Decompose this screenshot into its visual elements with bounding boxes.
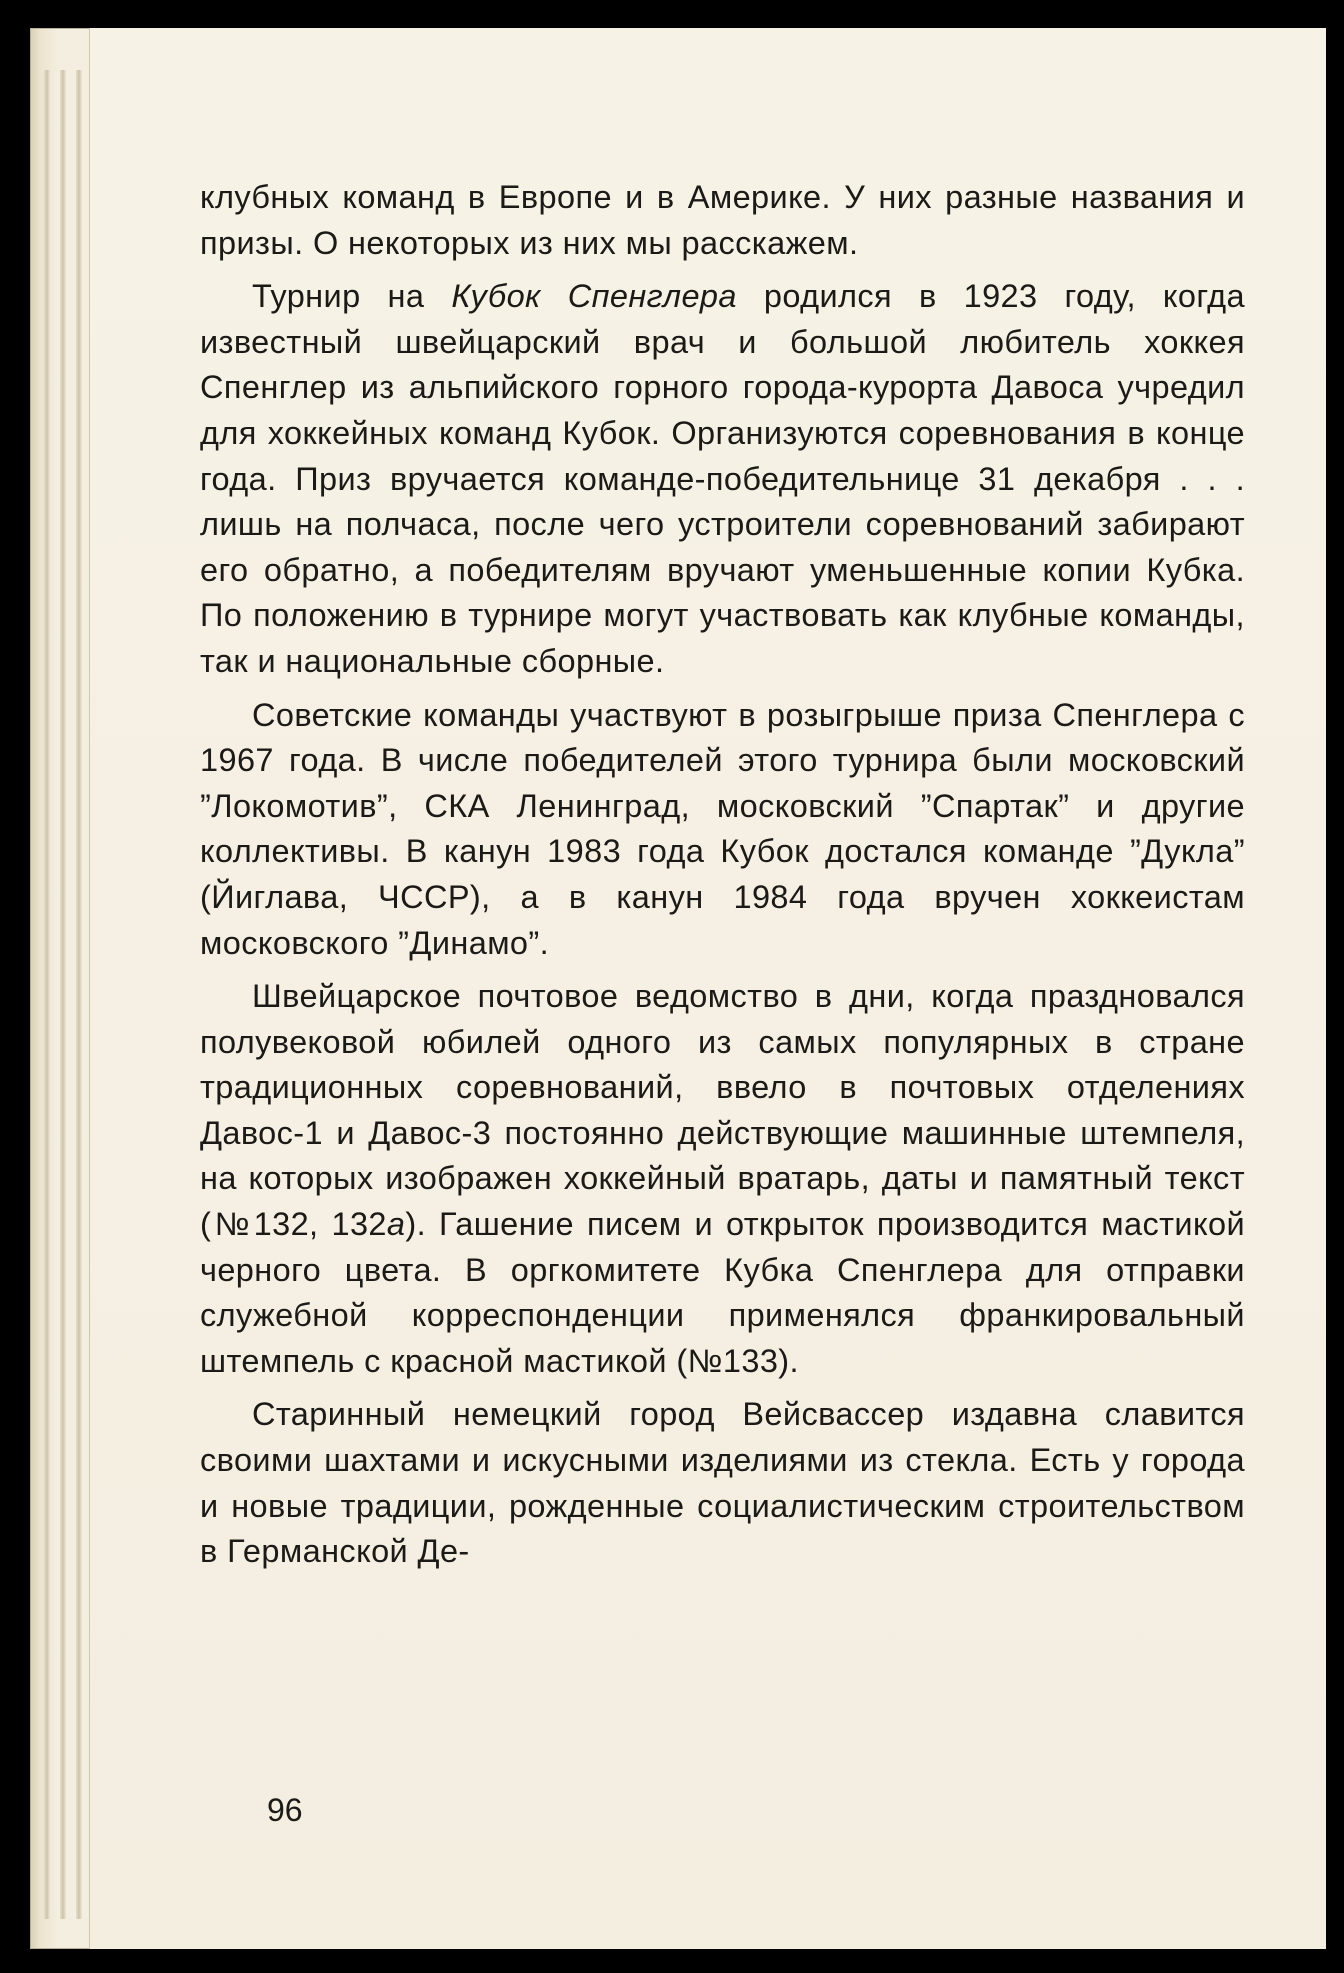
italic-text: а (386, 1206, 406, 1243)
paragraph-p2 (200, 274, 1245, 684)
paragraph-p3 (200, 693, 1245, 967)
text-run: Турнир на (252, 278, 452, 315)
paragraph-p4 (200, 974, 1245, 1384)
italic-text: Кубок Спенглера (451, 278, 737, 315)
text-run: родился в 1923 году, когда известный швейцарский врач и большой любитель хоккея Спенглер из альпийского горного города-курорта Давоса учредил для хоккейных команд Кубок. Организуются соревнования в конце года. Приз вручается команде-победительнице 31 декабря . . . лишь на полчаса, после чего устроители соревнований забирают его обратно, а победителям вручают уменьшенные копии Кубка. По положению в турнире могут участвовать как клубные команды, так и национальные сборные. (200, 278, 1246, 679)
text-run: Швейцарское почтовое ведомство в дни, когда праздновался полувековой юбилей одного из самых популярных в стране традиционных соревнований, ввело в почтовых отделениях Давос-1 и Давос-3 постоянно действующие машинные штемпеля, на которых изображен хоккейный вратарь, даты и памятный текст (№132, 132 (200, 978, 1245, 1243)
paragraph-p1 (200, 175, 1245, 266)
text-run: Старинный немецкий город Вейсвассер издавна славится своими шахтами и искусными изделиями из стекла. Есть у города и новые традиции, рожденные социалистическим строительством в Германской Де- (200, 1396, 1245, 1570)
text-run: Советские команды участвуют в розыгрыше приза Спенглера с 1967 года. В числе победителей этого турнира были московский ”Локомотив”, СКА Ленинград, московский ”Спартак” и другие коллективы. В канун 1983 года Кубок достался команде ”Дукла” (Йиглава, ЧССР), а в канун 1984 года вручен хоккеистам московского ”Динамо”. (200, 696, 1245, 961)
page-number: 96 (267, 1792, 303, 1828)
text-run: ). Гашение писем и открыток производится мастикой черного цвета. В оргкомитете Кубка Спенглера для отправки служебной корреспонденции применялся франкировальный штемпель с красной мастикой (№133). (200, 1206, 1245, 1379)
text-run: клубных команд в Европе и в Америке. У них разные названия и призы. О некоторых из них мы расскажем. (200, 179, 1245, 261)
page-body-text (200, 175, 1245, 1583)
paragraph-p5 (200, 1392, 1245, 1574)
